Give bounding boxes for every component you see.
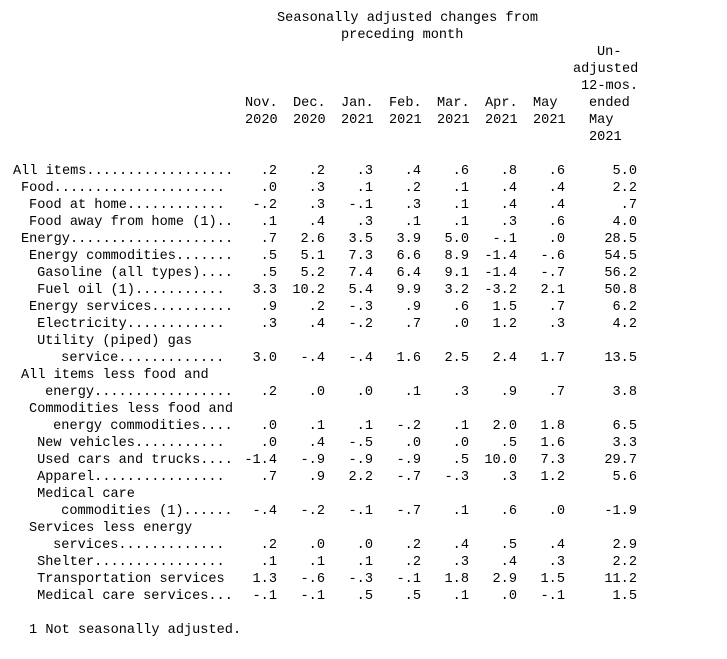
table-cell: .7 [548,300,565,315]
table-cell: 7.3 [348,249,373,264]
table-cell: -.4 [300,351,325,366]
table-cell: .2 [404,538,421,553]
table-cell: .3 [500,470,517,485]
year-header-label: 2020 [245,113,278,128]
table-cell: .4 [548,181,565,196]
unadjusted-header-line: 12-mos. [581,79,639,94]
unadjusted-cell: 4.2 [612,317,637,332]
table-cell: .9 [500,385,517,400]
table-cell: -.2 [300,504,325,519]
table-cell: 8.9 [444,249,469,264]
table-cell: .0 [308,385,325,400]
table-cell: 1.5 [492,300,517,315]
table-cell: .1 [452,504,469,519]
table-cell: 6.4 [396,266,421,281]
table-cell: 1.7 [540,351,565,366]
table-cell: .6 [452,164,469,179]
unadjusted-cell: 5.0 [612,164,637,179]
table-cell: .4 [404,164,421,179]
row-label: Used cars and trucks.... [37,453,233,468]
table-cell: .1 [356,181,373,196]
unadjusted-cell: 11.2 [604,572,637,587]
table-cell: 5.2 [300,266,325,281]
table-cell: .6 [548,164,565,179]
table-cell: .4 [308,436,325,451]
unadjusted-cell: 5.6 [612,470,637,485]
year-header-label: 2020 [293,113,326,128]
table-cell: .2 [260,164,277,179]
table-cell: .0 [260,419,277,434]
table-cell: .0 [452,436,469,451]
month-header-label: Nov. [245,96,278,111]
unadjusted-cell: 4.0 [612,215,637,230]
table-cell: .2 [260,385,277,400]
unadjusted-cell: 50.8 [604,283,637,298]
year-header-label: 2021 [389,113,422,128]
row-label: Shelter................ [37,555,225,570]
unadjusted-cell: 28.5 [604,232,637,247]
table-cell: -.9 [348,453,373,468]
row-label: service............. [61,351,225,366]
row-label: Food at home............ [29,198,225,213]
unadjusted-header-line: ended [589,96,630,111]
table-cell: -.9 [396,453,421,468]
table-cell: .1 [260,215,277,230]
unadjusted-cell: 2.2 [612,555,637,570]
row-label: Energy services.......... [29,300,233,315]
table-cell: -1.4 [244,453,277,468]
table-cell: 9.9 [396,283,421,298]
month-header-label: Dec. [293,96,326,111]
table-cell: .3 [356,215,373,230]
table-cell: -.1 [252,589,277,604]
table-cell: -.2 [252,198,277,213]
table-cell: 10.0 [484,453,517,468]
table-cell: -.3 [348,300,373,315]
unadjusted-cell: 6.2 [612,300,637,315]
table-cell: .0 [548,504,565,519]
table-cell: .5 [404,589,421,604]
table-cell: -1.4 [484,249,517,264]
year-header-label: 2021 [437,113,470,128]
table-cell: .3 [308,181,325,196]
row-label: Medical care [37,487,135,502]
table-cell: .3 [260,317,277,332]
row-label: Utility (piped) gas [37,334,193,349]
table-cell: .1 [452,215,469,230]
table-cell: .4 [308,317,325,332]
table-cell: -.6 [300,572,325,587]
month-header-label: Jan. [341,96,374,111]
table-cell: .0 [308,538,325,553]
year-header-label: 2021 [341,113,374,128]
table-cell: .3 [500,215,517,230]
table-cell: 10.2 [292,283,325,298]
table-cell: .5 [500,436,517,451]
table-cell: 2.1 [540,283,565,298]
table-cell: -.3 [348,572,373,587]
table-cell: .7 [404,317,421,332]
table-cell: .0 [356,385,373,400]
table-cell: .6 [548,215,565,230]
row-label: energy commodities.... [53,419,233,434]
row-label: Electricity............ [37,317,225,332]
unadjusted-cell: 1.5 [612,589,637,604]
table-cell: .9 [260,300,277,315]
unadjusted-cell: 2.9 [612,538,637,553]
table-cell: -.7 [540,266,565,281]
table-cell: 2.5 [444,351,469,366]
row-label: Food away from home (1).. [29,215,233,230]
row-label: Energy.................... [21,232,234,247]
row-label: All items less food and [21,368,209,383]
table-cell: 2.0 [492,419,517,434]
table-cell: .0 [356,538,373,553]
row-label: Food..................... [21,181,225,196]
table-cell: 3.3 [252,283,277,298]
month-header-label: Mar. [437,96,470,111]
table-cell: .4 [548,198,565,213]
table-cell: -3.2 [484,283,517,298]
table-cell: -.4 [348,351,373,366]
table-cell: .7 [260,232,277,247]
row-label: Services less energy [29,521,193,536]
table-cell: .5 [260,266,277,281]
table-cell: .3 [452,385,469,400]
table-cell: -.7 [396,470,421,485]
table-cell: .3 [548,317,565,332]
unadjusted-cell: 3.3 [612,436,637,451]
table-cell: .4 [452,538,469,553]
table-cell: 1.6 [540,436,565,451]
table-cell: -.6 [540,249,565,264]
unadjusted-cell: 54.5 [604,249,637,264]
table-cell: .1 [452,589,469,604]
table-cell: 5.0 [444,232,469,247]
row-label: New vehicles........... [37,436,225,451]
table-cell: .1 [308,419,325,434]
table-cell: .6 [452,300,469,315]
table-cell: 1.5 [540,572,565,587]
table-cell: .5 [452,453,469,468]
unadjusted-header-line: May [589,113,614,128]
table-cell: .3 [308,198,325,213]
row-label: All items.................. [13,164,234,179]
month-header-label: May [533,96,558,111]
table-cell: .0 [452,317,469,332]
row-label: Energy commodities....... [29,249,233,264]
unadjusted-header-line: adjusted [573,62,639,77]
table-cell: .3 [452,555,469,570]
table-title-line-1: Seasonally adjusted changes from [277,11,539,26]
table-cell: .5 [500,538,517,553]
table-cell: -1.4 [484,266,517,281]
table-cell: .7 [548,385,565,400]
table-cell: -.2 [348,317,373,332]
table-cell: 3.2 [444,283,469,298]
table-cell: -.1 [492,232,517,247]
table-cell: .8 [500,164,517,179]
table-cell: 3.5 [348,232,373,247]
table-cell: 7.4 [348,266,373,281]
table-cell: 3.0 [252,351,277,366]
table-cell: -.5 [348,436,373,451]
row-label: energy................. [45,385,233,400]
table-cell: 5.1 [300,249,325,264]
table-cell: 2.4 [492,351,517,366]
table-cell: 1.2 [540,470,565,485]
table-cell: .4 [500,181,517,196]
table-cell: .1 [452,181,469,196]
table-cell: .0 [260,436,277,451]
table-cell: .1 [308,555,325,570]
table-cell: .3 [356,164,373,179]
month-header-label: Apr. [485,96,518,111]
year-header-label: 2021 [485,113,518,128]
row-label: Commodities less food and [29,402,233,417]
year-header-label: 2021 [533,113,566,128]
table-cell: .1 [356,555,373,570]
table-cell: .1 [356,419,373,434]
unadjusted-cell: 2.2 [612,181,637,196]
table-cell: .1 [404,385,421,400]
table-cell: .4 [500,555,517,570]
table-cell: .1 [452,419,469,434]
table-cell: 1.8 [540,419,565,434]
table-cell: .2 [260,538,277,553]
table-title-line-2: preceding month [341,28,464,43]
unadjusted-header-line: Un- [597,45,622,60]
row-label: commodities (1)...... [61,504,233,519]
table-cell: 2.2 [348,470,373,485]
table-cell: .0 [500,589,517,604]
table-cell: 9.1 [444,266,469,281]
table-cell: 2.9 [492,572,517,587]
table-cell: 3.9 [396,232,421,247]
table-cell: .5 [260,249,277,264]
row-label: Medical care services... [37,589,233,604]
month-header-label: Feb. [389,96,422,111]
table-cell: .1 [260,555,277,570]
table-cell: 1.6 [396,351,421,366]
table-cell: 5.4 [348,283,373,298]
row-label: Gasoline (all types).... [37,266,233,281]
table-cell: 7.3 [540,453,565,468]
table-cell: -.9 [300,453,325,468]
row-label: Fuel oil (1)........... [37,283,225,298]
unadjusted-cell: 29.7 [604,453,637,468]
table-cell: .3 [404,198,421,213]
table-cell: .0 [260,181,277,196]
table-cell: .0 [548,232,565,247]
table-cell: -.1 [300,589,325,604]
table-cell: .3 [548,555,565,570]
row-label: services............. [53,538,225,553]
unadjusted-cell: 13.5 [604,351,637,366]
table-cell: .2 [404,555,421,570]
table-cell: .9 [308,470,325,485]
table-cell: 6.6 [396,249,421,264]
unadjusted-header-line: 2021 [589,130,622,145]
table-cell: -.7 [396,504,421,519]
unadjusted-cell: .7 [620,198,637,213]
table-cell: -.3 [444,470,469,485]
table-cell: .5 [356,589,373,604]
table-cell: .2 [404,181,421,196]
table-cell: -.1 [396,572,421,587]
table-cell: .0 [404,436,421,451]
row-label: Transportation services [37,572,225,587]
table-cell: 2.6 [300,232,325,247]
table-cell: .2 [308,300,325,315]
table-cell: .7 [260,470,277,485]
table-cell: -.2 [396,419,421,434]
table-cell: -.4 [252,504,277,519]
table-cell: 1.3 [252,572,277,587]
table-cell: -.1 [348,198,373,213]
table-cell: 1.8 [444,572,469,587]
unadjusted-cell: 56.2 [604,266,637,281]
table-cell: .1 [404,215,421,230]
unadjusted-cell: 6.5 [612,419,637,434]
table-cell: -.1 [348,504,373,519]
table-cell: .2 [308,164,325,179]
table-cell: 1.2 [492,317,517,332]
table-cell: .4 [548,538,565,553]
table-cell: .6 [500,504,517,519]
table-cell: .4 [308,215,325,230]
row-label: Apparel................ [37,470,225,485]
table-cell: .4 [500,198,517,213]
table-cell: -.1 [540,589,565,604]
footnote: 1 Not seasonally adjusted. [29,623,242,638]
unadjusted-cell: 3.8 [612,385,637,400]
table-cell: .9 [404,300,421,315]
table-cell: .1 [452,198,469,213]
unadjusted-cell: -1.9 [604,504,637,519]
